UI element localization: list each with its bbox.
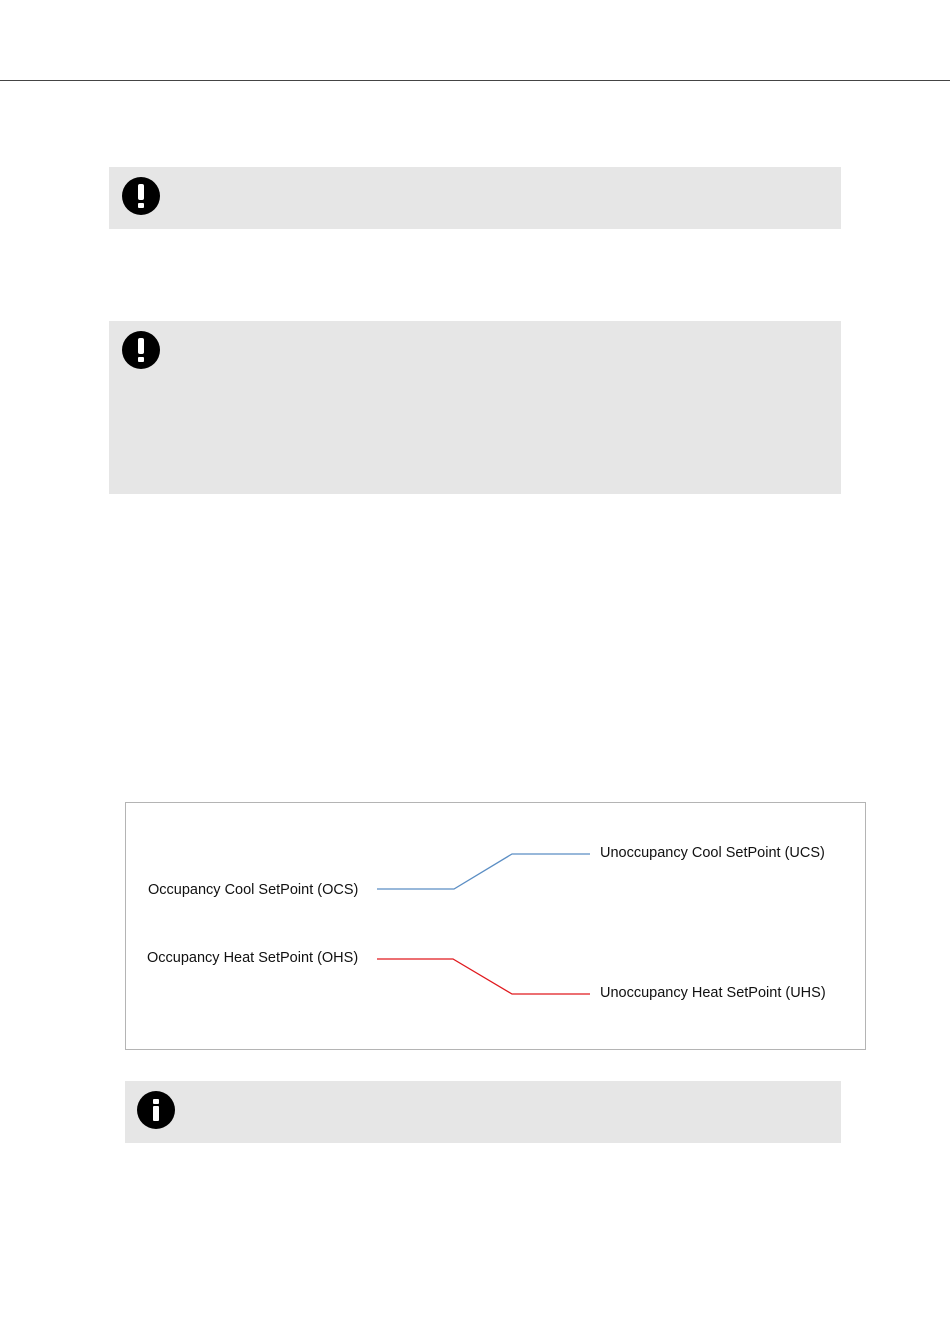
setpoint-diagram-lines (126, 803, 867, 1051)
info-callout (125, 1081, 841, 1143)
important-callout-2 (109, 321, 841, 494)
heat-setpoint-line (377, 959, 590, 994)
header-rule (0, 80, 950, 81)
uhs-label: Unoccupancy Heat SetPoint (UHS) (600, 985, 826, 1001)
exclamation-icon (122, 177, 160, 215)
ucs-label: Unoccupancy Cool SetPoint (UCS) (600, 845, 825, 861)
info-icon (137, 1091, 175, 1129)
ohs-label: Occupancy Heat SetPoint (OHS) (147, 950, 359, 966)
cool-setpoint-line (377, 854, 590, 889)
ocs-label: Occupancy Cool SetPoint (OCS) (148, 882, 359, 898)
exclamation-icon (122, 331, 160, 369)
setpoint-diagram (125, 802, 866, 1050)
important-callout-1 (109, 167, 841, 229)
